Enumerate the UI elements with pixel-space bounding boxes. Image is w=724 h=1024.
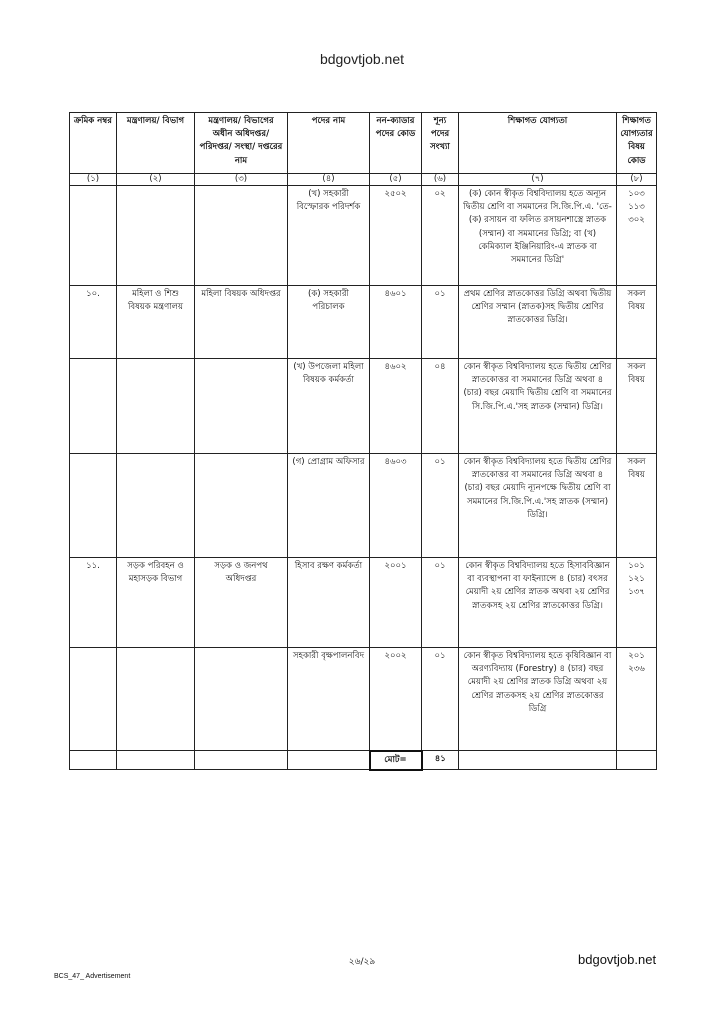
vacancy-cell: ০১ <box>422 558 459 648</box>
serial-cell: ১১. <box>70 558 117 648</box>
qualification-cell: প্রথম শ্রেণির স্নাতকোত্তর ডিগ্রি অথবা দ্বিতীয় শ্রেণির সম্মান (স্নাতক)সহ দ্বিতীয় শ্রেণির স্নাতকোত্তর ডিগ্রি। <box>459 286 617 359</box>
vacancy-cell: ০১ <box>422 454 459 558</box>
department-cell <box>195 454 288 558</box>
vacancy-cell: ০২ <box>422 186 459 286</box>
serial-cell: ১০. <box>70 286 117 359</box>
site-watermark-bottom: bdgovtjob.net <box>578 952 657 967</box>
table-row <box>70 454 657 558</box>
col-header-serial: ক্রমিক নম্বর <box>70 113 117 174</box>
index-cell: (৫) <box>370 174 422 186</box>
index-cell: (৩) <box>195 174 288 186</box>
post-cell: (ক) সহকারী পরিচালক <box>288 286 370 359</box>
serial-cell <box>70 454 117 558</box>
table-row <box>70 359 657 454</box>
document-label: BCS_47_ Advertisement <box>54 973 131 980</box>
ministry-cell <box>117 186 195 286</box>
code-cell: ৪৬০১ <box>370 286 422 359</box>
department-cell <box>195 359 288 454</box>
empty-cell <box>617 751 657 770</box>
subject-code-cell: ২০১ ২৩৬ <box>617 648 657 751</box>
total-row <box>70 751 657 770</box>
table-row <box>70 286 657 359</box>
subject-code-cell: ১০১ ১২১ ১৩৭ <box>617 558 657 648</box>
empty-cell <box>70 751 117 770</box>
empty-cell <box>288 751 370 770</box>
department-cell: সড়ক ও জনপথ অধিদপ্তর <box>195 558 288 648</box>
subject-code-cell: সকল বিষয় <box>617 286 657 359</box>
empty-cell <box>195 751 288 770</box>
qualification-cell: কোন স্বীকৃত বিশ্ববিদ্যালয় হতে হিসাববিজ্ঞান বা ব্যবস্থাপনা বা ফাইন্যান্সে ৪ (চার) বৎসর মেয়াদী ২য় শ্রেণির স্নাতক অথবা ২য় শ্রেণির স্নাতকসহ ২য় শ্রেণির স্নাতকোত্তর ডিগ্রি। <box>459 558 617 648</box>
department-cell: মহিলা বিষয়ক অধিদপ্তর <box>195 286 288 359</box>
post-cell: (খ) সহকারী বিস্ফোরক পরিদর্শক <box>288 186 370 286</box>
table-row <box>70 558 657 648</box>
index-cell: (৬) <box>422 174 459 186</box>
empty-cell <box>459 751 617 770</box>
qualification-cell: কোন স্বীকৃত বিশ্ববিদ্যালয় হতে দ্বিতীয় শ্রেণির স্নাতকোত্তর বা সমমানের ডিগ্রি অথবা ৪ (চার) বছর মেয়াদি দ্বিতীয় শ্রেণি বা সমমানের সি.জি.পি.এ.'সহ স্নাতক (সম্মান) ডিগ্রি। <box>459 359 617 454</box>
header-row <box>70 113 657 174</box>
index-row <box>70 174 657 186</box>
serial-cell <box>70 359 117 454</box>
qualification-cell: কোন স্বীকৃত বিশ্ববিদ্যালয় হতে কৃষিবিজ্ঞান বা অরণ্যবিদ্যায় (Forestry) ৪ (চার) বছর মেয়াদী ২য় শ্রেণির স্নাতক ডিগ্রি অথবা ২য় শ্রেণির স্নাতকসহ ২য় শ্রেণির স্নাতকোত্তর ডিগ্রি <box>459 648 617 751</box>
code-cell: ৪৬০২ <box>370 359 422 454</box>
ministry-cell: মহিলা ও শিশু বিষয়ক মন্ত্রণালয় <box>117 286 195 359</box>
post-cell: (খ) উপজেলা মহিলা বিষয়ক কর্মকর্তা <box>288 359 370 454</box>
col-header-qualification: শিক্ষাগত যোগ্যতা <box>459 113 617 174</box>
serial-cell <box>70 648 117 751</box>
index-cell: (৮) <box>617 174 657 186</box>
index-cell: (১) <box>70 174 117 186</box>
ministry-cell: সড়ক পরিবহন ও মহাসড়ক বিভাগ <box>117 558 195 648</box>
ministry-cell <box>117 648 195 751</box>
vacancy-cell: ০১ <box>422 286 459 359</box>
code-cell: ২০০২ <box>370 648 422 751</box>
ministry-cell <box>117 359 195 454</box>
empty-cell <box>117 751 195 770</box>
col-header-subject-code: শিক্ষাগত যোগ্যতার বিষয় কোড <box>617 113 657 174</box>
department-cell <box>195 648 288 751</box>
ministry-cell <box>117 454 195 558</box>
department-cell <box>195 186 288 286</box>
code-cell: ২৫০২ <box>370 186 422 286</box>
vacancy-table <box>69 112 657 771</box>
post-cell: (গ) প্রোগ্রাম অফিসার <box>288 454 370 558</box>
total-value: ৪১ <box>422 751 459 770</box>
post-cell: সহকারী বৃক্ষপালনবিদ <box>288 648 370 751</box>
table-row <box>70 648 657 751</box>
subject-code-cell: ১০৩ ১১৩ ৩০২ <box>617 186 657 286</box>
code-cell: ২০০১ <box>370 558 422 648</box>
col-header-post: পদের নাম <box>288 113 370 174</box>
code-cell: ৪৬০৩ <box>370 454 422 558</box>
qualification-cell: কোন স্বীকৃত বিশ্ববিদ্যালয় হতে দ্বিতীয় শ্রেণির স্নাতকোত্তর বা সমমানের ডিগ্রি অথবা ৪ (চার) বছর মেয়াদি ন্যূনপক্ষে দ্বিতীয় শ্রেণি বা সমমানের সি.জি.পি.এ.'সহ স্নাতক (সম্মান) ডিগ্রি। <box>459 454 617 558</box>
col-header-code: নন-ক্যাডার পদের কোড <box>370 113 422 174</box>
index-cell: (৪) <box>288 174 370 186</box>
vacancy-cell: ০১ <box>422 648 459 751</box>
page-number: ২৬/২৯ <box>348 957 376 967</box>
post-cell: হিসাব রক্ষণ কর্মকর্তা <box>288 558 370 648</box>
site-watermark-top: bdgovtjob.net <box>319 51 405 67</box>
col-header-vacancy: শূন্য পদের সংখ্যা <box>422 113 459 174</box>
table-row <box>70 186 657 286</box>
qualification-cell: (ক) কোন স্বীকৃত বিশ্ববিদ্যালয় হতে অন্যূন দ্বিতীয় শ্রেণি বা সমমানের সি.জি.পি.এ. 'তে- (ক) রসায়ন বা ফলিত রসায়নশাস্ত্রে স্নাতক (সম্মান) বা সমমানের ডিগ্রি; বা (খ) কেমিক্যাল ইঞ্জিনিয়ারিং-এ স্নাতক বা সমমানের ডিগ্রি' <box>459 186 617 286</box>
col-header-department: মন্ত্রণালয়/ বিভাগের অধীন অধিদপ্তর/ পরিদপ্তর/ সংস্থা/ দপ্তরের নাম <box>195 113 288 174</box>
subject-code-cell: সকল বিষয় <box>617 454 657 558</box>
vacancy-cell: ০৪ <box>422 359 459 454</box>
serial-cell <box>70 186 117 286</box>
col-header-ministry: মন্ত্রণালয়/ বিভাগ <box>117 113 195 174</box>
total-label: মোট= <box>370 751 422 770</box>
subject-code-cell: সকল বিষয় <box>617 359 657 454</box>
index-cell: (২) <box>117 174 195 186</box>
index-cell: (৭) <box>459 174 617 186</box>
